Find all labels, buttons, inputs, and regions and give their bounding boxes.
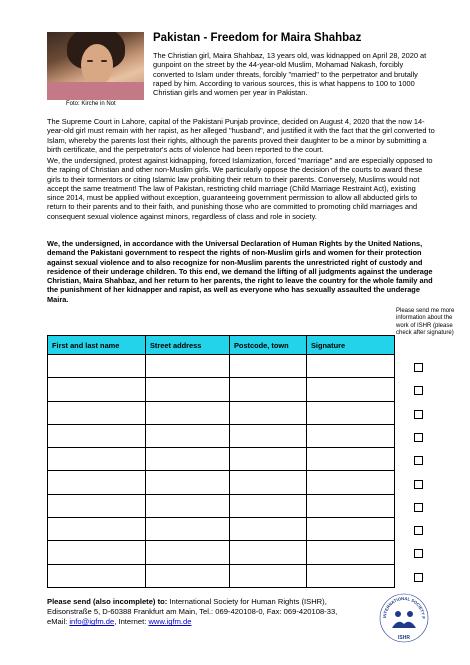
signature-cell[interactable] [146, 448, 230, 471]
footer-address: Edisonstraße 5, D-60388 Frankfurt am Main, Tel.: 069-420108-0, Fax: 069-420108-33, [47, 607, 338, 617]
signature-cell[interactable] [307, 378, 395, 401]
signature-cell[interactable] [307, 518, 395, 541]
info-checkbox[interactable] [414, 503, 423, 512]
email-link[interactable]: info@igfm.de [69, 617, 115, 627]
signature-cell[interactable] [230, 564, 307, 587]
table-row [48, 448, 395, 471]
signature-cell[interactable] [48, 494, 146, 517]
info-checkbox[interactable] [414, 480, 423, 489]
signature-cell[interactable] [48, 471, 146, 494]
table-header-row [48, 336, 395, 355]
signature-cell[interactable] [230, 448, 307, 471]
table-row [48, 471, 395, 494]
footer-org: International Society for Human Rights (ISHR), [167, 597, 327, 606]
table-row [48, 401, 395, 424]
signature-cell[interactable] [48, 541, 146, 564]
footer-internet-label: , Internet: [114, 617, 149, 627]
table-row [48, 355, 395, 378]
signature-table [47, 335, 395, 588]
paragraph-demand: We, the undersigned, in accordance with the Universal Declaration of Human Rights by the United Nations, demand the Pakistani government to respect the rights of non-Muslim girls and women for their protection against sexual violence and to also recognize for non-Muslim parents the unrestricted right of custody and residence of their underage children. To this end, we demand the lifting of all judgments against the underage Christian, Maira Shahbaz, and her return to her parents, the right to leave the country for the whole family and the punishment of her kidnapper and rapist, as well as everyone who has sexually assaulted the underage Maira. [47, 239, 433, 304]
signature-cell[interactable] [230, 424, 307, 447]
paragraph-protest: We, the undersigned, protest against kidnapping, forced Islamization, forced "marriage" and are especially opposed to the raping of Christian and other non-Muslim girls. We particularly oppose the decision of the courts to award these girls to their tormentors or citing Islamic law prohibiting their return to their parents. Conversely, Muslims would not accept the same treatment! The law of Pakistan, restricting child marriage (Child Marriage Restraint Act), existing since 2014, must be applied without exception, guaranteeing government permission to allow all abducted girls to return to their parents and to their faith, and punishing those who are committed to promoting child marriages and consequent sexual violence against minors, regardless of class and role in society. [47, 156, 433, 221]
info-request-note: Please send me more information about the work of ISHR (please check after signature) [396, 308, 455, 337]
signature-cell[interactable] [230, 471, 307, 494]
signature-cell[interactable] [307, 448, 395, 471]
signature-cell[interactable] [146, 541, 230, 564]
column-header-street: Street address [146, 336, 230, 355]
signature-cell[interactable] [146, 401, 230, 424]
signature-cell[interactable] [307, 494, 395, 517]
column-header-postcode: Postcode, town [230, 336, 307, 355]
table-row [48, 541, 395, 564]
signature-cell[interactable] [146, 378, 230, 401]
signature-cell[interactable] [146, 564, 230, 587]
info-checkbox[interactable] [414, 410, 423, 419]
signature-cell[interactable] [48, 378, 146, 401]
info-checkbox[interactable] [414, 386, 423, 395]
signature-cell[interactable] [146, 355, 230, 378]
table-row [48, 518, 395, 541]
footer-email-label: eMail: [47, 617, 70, 627]
table-row [48, 494, 395, 517]
signature-cell[interactable] [146, 494, 230, 517]
column-header-signature: Signature [307, 336, 395, 355]
intro-text: The Christian girl, Maira Shahbaz, 13 years old, was kidnapped on April 28, 2020 at gunpoint on the street by the 44-year-old Muslim, Mohamad Nakash, forcibly converted to Islam under threats, forcibly "married" to the perpetrator and brutally raped by him. According to various sources, this is what happens to 100 to 1000 Christian girls and women per year in Pakistan. [153, 51, 427, 98]
footer [47, 597, 377, 628]
signature-cell[interactable] [230, 355, 307, 378]
paragraph-court-decision: The Supreme Court in Lahore, capital of the Pakistani Punjab province, decided on August 4, 2020 that the now 14-year-old girl must remain with her rapist, as her alleged "husband", and justified it with the fact that the girl converted to Islam, whereby the parents lost their rights, although the parents proved their daughter to be a minor by submitting a birth certificate, and the perpetrator's acts of violence had been reported to the court. [47, 117, 435, 154]
signature-cell[interactable] [48, 355, 146, 378]
signature-cell[interactable] [307, 401, 395, 424]
table-row [48, 424, 395, 447]
signature-cell[interactable] [48, 401, 146, 424]
signature-cell[interactable] [230, 541, 307, 564]
signature-cell[interactable] [48, 448, 146, 471]
signature-cell[interactable] [146, 471, 230, 494]
website-link[interactable]: www.igfm.de [148, 617, 192, 627]
signature-cell[interactable] [146, 424, 230, 447]
signature-cell[interactable] [230, 401, 307, 424]
signature-cell[interactable] [230, 494, 307, 517]
signature-cell[interactable] [48, 564, 146, 587]
info-checkbox[interactable] [414, 526, 423, 535]
info-checkbox[interactable] [414, 433, 423, 442]
info-checkbox[interactable] [414, 573, 423, 582]
info-checkbox[interactable] [414, 549, 423, 558]
column-header-name: First and last name [48, 336, 146, 355]
svg-text:ISHR: ISHR [398, 635, 410, 641]
signature-cell[interactable] [230, 378, 307, 401]
signature-cell[interactable] [48, 424, 146, 447]
info-checkbox[interactable] [414, 363, 423, 372]
signature-cell[interactable] [146, 518, 230, 541]
table-row [48, 564, 395, 587]
page-title: Pakistan - Freedom for Maira Shahbaz [153, 32, 362, 44]
signature-cell[interactable] [307, 471, 395, 494]
svg-text:INTERNATIONAL SOCIETY FOR HUMA: INTERNATIONAL SOCIETY F [381, 595, 427, 619]
signature-cell[interactable] [307, 355, 395, 378]
info-checkbox[interactable] [414, 456, 423, 465]
footer-send-label: Please send (also incomplete) to: [47, 597, 168, 606]
signature-cell[interactable] [307, 564, 395, 587]
table-row [48, 378, 395, 401]
maira-photo [47, 32, 144, 100]
signature-cell[interactable] [230, 518, 307, 541]
signature-cell[interactable] [307, 541, 395, 564]
signature-cell[interactable] [48, 518, 146, 541]
ishr-logo [378, 592, 430, 644]
photo-caption: Foto: Kirche in Not [66, 101, 116, 107]
signature-cell[interactable] [307, 424, 395, 447]
